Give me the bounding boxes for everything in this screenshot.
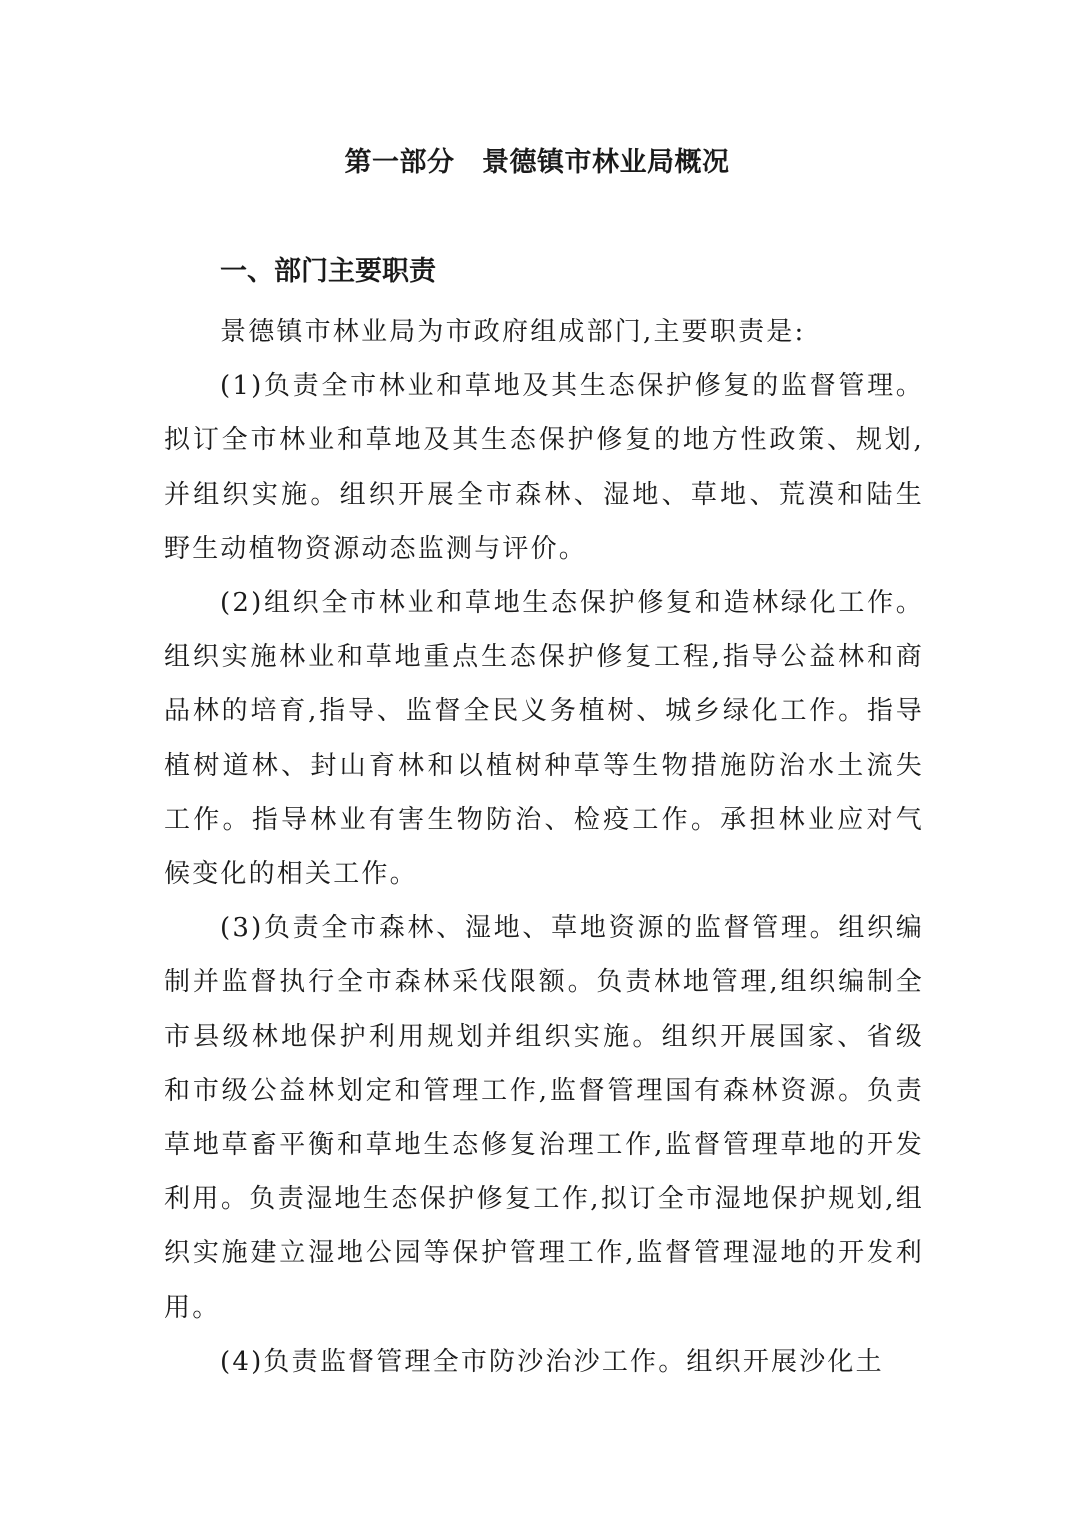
paragraph-duty-2: (2)组织全市林业和草地生态保护修复和造林绿化工作。组织实施林业和草地重点生态保护修复工程,指导公益林和商品林的培育,指导、监督全民义务植树、城乡绿化工作。指导植树道林、封山育林和以植树种草等生物措施防治水土流失工作。指导林业有害生物防治、检疫工作。承担林业应对气候变化的相关工作。	[164, 588, 924, 890]
paragraph-duty-1: (1)负责全市林业和草地及其生态保护修复的监督管理。拟订全市林业和草地及其生态保护修复的地方性政策、规划,并组织实施。组织开展全市森林、湿地、草地、荒漠和陆生野生动植物资源动态监测与评价。	[164, 371, 924, 564]
paragraph-intro: 景德镇市林业局为市政府组成部门,主要职责是:	[220, 317, 806, 347]
paragraph-duty-3: (3)负责全市森林、湿地、草地资源的监督管理。组织编制并监督执行全市森林采伐限额。负责林地管理,组织编制全市县级林地保护利用规划并组织实施。组织开展国家、省级和市级公益林划定和管理工作,监督管理国有森林资源。负责草地草畜平衡和草地生态修复治理工作,监督管理草地的开发利用。负责湿地生态保护修复工作,拟订全市湿地保护规划,组织实施建立湿地公园等保护管理工作,监督管理湿地的开发利用。	[164, 913, 924, 1323]
body-text	[164, 305, 924, 1389]
paragraph-duty-4: (4)负责监督管理全市防沙治沙工作。组织开展沙化土	[220, 1346, 884, 1377]
document-title: 第一部分 景德镇市林业局概况	[344, 147, 730, 178]
section-heading: 一、部门主要职责	[220, 256, 436, 287]
